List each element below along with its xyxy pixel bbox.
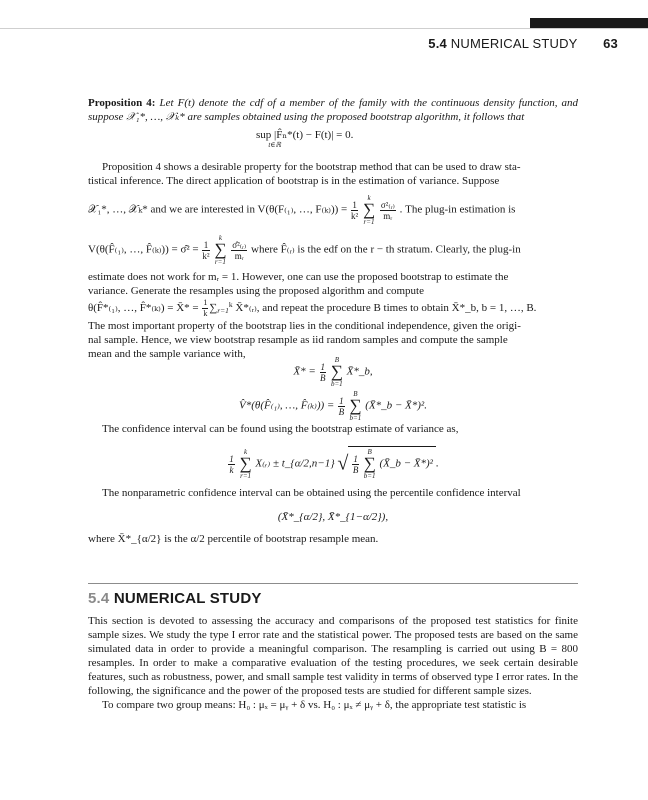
var-lhs: V̂*(θ(F̂₍₁₎, …, F̂₍ₖ₎)) = xyxy=(239,399,338,412)
paragraph-percentile xyxy=(88,486,578,500)
p1-line8: The most important property of the bootstrap lies in the conditional independence, given the origi- xyxy=(88,320,521,332)
sum-xr-term: X̄*₍ᵣ₎ xyxy=(235,302,257,315)
paragraph-ci-intro xyxy=(88,422,578,436)
p1-line4-text: V(θ(F̂₍₁₎, …, F̂₍ₖ₎)) = σ̂² = xyxy=(88,243,202,256)
paragraph-bootstrap xyxy=(88,160,578,361)
frac-den: k² xyxy=(350,210,359,221)
section-paragraph-2: To compare two group means: H₀ : μₓ = μᵧ + δ vs. H₀ : μₓ ≠ μᵧ + δ, the appropriate test statistic is xyxy=(102,699,527,711)
mean-frac-num: 1 xyxy=(320,361,326,372)
proposition-equation xyxy=(88,130,578,150)
sum-inline-lower: r=1 xyxy=(217,306,229,316)
frac-den-3: k xyxy=(203,309,208,318)
ci-inner-sum-lower: b=1 xyxy=(363,472,376,480)
p1-line6: variance. Generate the resamples using the proposed algorithm and compute xyxy=(88,285,424,297)
paragraph-percentile-def xyxy=(88,532,578,546)
p1-line7-text: θ(F̂*₍₁₎, …, F̂*₍ₖ₎) = X̄* = xyxy=(88,302,202,315)
mean-sum-upper: B xyxy=(334,356,339,364)
p1-line10: mean and the sample variance with, xyxy=(88,348,246,360)
m-r-term-2: mᵣ xyxy=(234,250,244,261)
ci-inner-sum-upper: B xyxy=(367,448,372,456)
mean-rhs: X̄*_b, xyxy=(346,365,373,378)
p4-text: where X̄*_{α/2} is the α/2 percentile of bootstrap resample mean. xyxy=(88,533,379,545)
running-header xyxy=(428,36,618,51)
p1-line3-text: 𝒳₁*, …, 𝒳ₖ* and we are interested in V(θ(F₍₁₎, …, F₍ₖ₎)) = xyxy=(88,203,350,216)
p1-line4: V(θ(F̂₍₁₎, …, F̂₍ₖ₎)) = σ̂² = $\frac{1}{\text{k²}}$ k ∑ r=1 $\frac{\text{σ̂²₍ᵣ₎}}{\text{mᵣ}}$ where F̂₍ᵣ₎ is the edf on the r − th stratum. Clearly, the plug-in xyxy=(88,234,521,266)
equation-confidence-interval: $\frac{1}{k}$ k ∑ r=1 X₍ᵣ₎ ± t_{α/2,n−1} √ $\frac{1}{B}$ B ∑ b=1 (X̄_b − X̄*)² . xyxy=(229,448,439,480)
page-number: 63 xyxy=(603,36,618,51)
sigma-term: σ²₍ᵣ₎ xyxy=(380,199,395,210)
frac-num-2: 1 xyxy=(203,239,209,250)
p1-line3-tail: . The plug-in estimation is xyxy=(399,203,516,216)
section-heading xyxy=(88,590,262,607)
ci-inner-frac-num: 1 xyxy=(353,453,358,464)
proposition-block xyxy=(88,96,578,150)
ci-mid: X₍ᵣ₎ ± t_{α/2,n−1} xyxy=(255,457,335,470)
ci-inner-frac-den: B xyxy=(352,464,359,475)
mean-lhs: X̄* = xyxy=(293,365,319,378)
p1-line1: Proposition 4 shows a desirable property for the bootstrap method that can be used to draw sta- xyxy=(102,161,521,173)
equation-bootstrap-variance: V̂*(θ(F̂₍₁₎, …, F̂₍ₖ₎)) = $\frac{1}{B}$ B ∑ b=1 (X̄*_b − X̄*)². xyxy=(239,390,427,422)
equation-bootstrap-mean: X̄* = $\frac{1}{B}$ B ∑ b=1 X̄*_b, xyxy=(293,356,373,388)
var-sum-lower: b=1 xyxy=(349,414,362,422)
ci-rhs: (X̄_b − X̄*)² xyxy=(379,457,433,470)
sup-subscript: t∈ℝ xyxy=(268,141,282,149)
header-section-title: NUMERICAL STUDY xyxy=(450,36,578,51)
mean-sum-lower: b=1 xyxy=(330,380,343,388)
header-section-number: 5.4 xyxy=(428,36,447,51)
var-frac-den: B xyxy=(338,406,345,417)
p3-text: The nonparametric confidence interval can be obtained using the percentile confidence interval xyxy=(102,487,521,499)
p1-line2: tistical inference. The direct application of bootstrap is in the estimation of variance. Suppose xyxy=(88,175,500,187)
pct-ci: (X̄*_{α/2}, X̄*_{1−α/2}), xyxy=(277,511,389,523)
mean-frac-den: B xyxy=(320,372,326,383)
p1-line7-tail: , and repeat the procedure B times to obtain X̄*_b, b = 1, …, B. xyxy=(256,302,537,315)
sum-upper-2: k xyxy=(218,234,222,242)
section-rule xyxy=(88,583,578,584)
var-sum-upper: B xyxy=(353,390,358,398)
p1-line3: 𝒳₁*, …, 𝒳ₖ* and we are interested in V(θ(F₍₁₎, …, F₍ₖ₎)) = $\frac{1}{\text{k²}}$ k ∑ r=1 $\frac{\text{σ²₍ᵣ₎}}{\text{mᵣ}}$ . The plug-in estimation is xyxy=(88,194,516,226)
sigma-hat-term: σ̂²₍ᵣ₎ xyxy=(232,239,247,250)
section-number: 5.4 xyxy=(88,590,110,607)
p1-line9: nal sample. Hence, we view bootstrap resample as iid random samples and compute the sample xyxy=(88,334,508,346)
header-rule xyxy=(0,28,648,29)
ci-frac-num: 1 xyxy=(229,453,234,464)
section-title: NUMERICAL STUDY xyxy=(113,590,262,607)
ci-frac-den: k xyxy=(229,464,234,475)
sup-operator: sup |F̂ₙ*(t) − F(t)| = 0. xyxy=(256,129,354,141)
p1-line7: θ(F̂*₍₁₎, …, F̂*₍ₖ₎) = X̄* = $\frac{1}{k}$ $\sum_{r=1}^k$ X̄*₍ᵣ₎, and repeat the procedure B times to obtain X̄*_b, b = 1, …, B. xyxy=(88,298,537,318)
sum-lower: r=1 xyxy=(363,218,375,226)
proposition-text: Let F(t) denote the cdf of a member of the family with the continuous density function, and suppose 𝒳₁*, …, 𝒳ₖ* are samples obtained using the proposed bootstrap algorithm, it follows that xyxy=(88,97,579,123)
p2-text: The confidence interval can be found using the bootstrap estimate of variance as, xyxy=(102,423,459,435)
equation-percentile-ci xyxy=(88,510,578,524)
ci-sum-upper: k xyxy=(244,448,248,456)
p1-line4-tail: where F̂₍ᵣ₎ is the edf on the r − th stratum. Clearly, the plug-in xyxy=(251,243,521,256)
proposition-label: Proposition 4: xyxy=(88,97,156,109)
section-paragraph-1: This section is devoted to assessing the accuracy and comparisons of the proposed test statistics for finite sample sizes. We study the type I error rate and the statistical power. The proposed tests are based on the same simulated data in order to provide a meaningful comparison. The resampling is carried out using B = 800 resamples. In order to make a comparative evaluation of the testing procedures, we seek certain desirable features, such as robustness, power, and small sample test validity in terms of observed type I error rates. In the following, the significance and the power of the proposed tests are studied for different sample sizes. xyxy=(88,615,578,697)
var-rhs: (X̄*_b − X̄*)². xyxy=(365,399,427,412)
ci-sum-lower: r=1 xyxy=(240,472,252,480)
frac-den-2: k² xyxy=(202,250,210,261)
sum-lower-2: r=1 xyxy=(214,258,226,266)
var-frac-num: 1 xyxy=(339,395,344,406)
frac-num: 1 xyxy=(352,199,357,210)
sum-upper: k xyxy=(367,194,371,202)
frac-num-3: 1 xyxy=(203,298,208,307)
section-body xyxy=(88,614,578,712)
m-r-term: mᵣ xyxy=(383,210,393,221)
sum-inline-upper: k xyxy=(228,300,233,310)
p1-line5: estimate does not work for mᵣ = 1. However, one can use the proposed bootstrap to estimate the xyxy=(88,271,509,283)
